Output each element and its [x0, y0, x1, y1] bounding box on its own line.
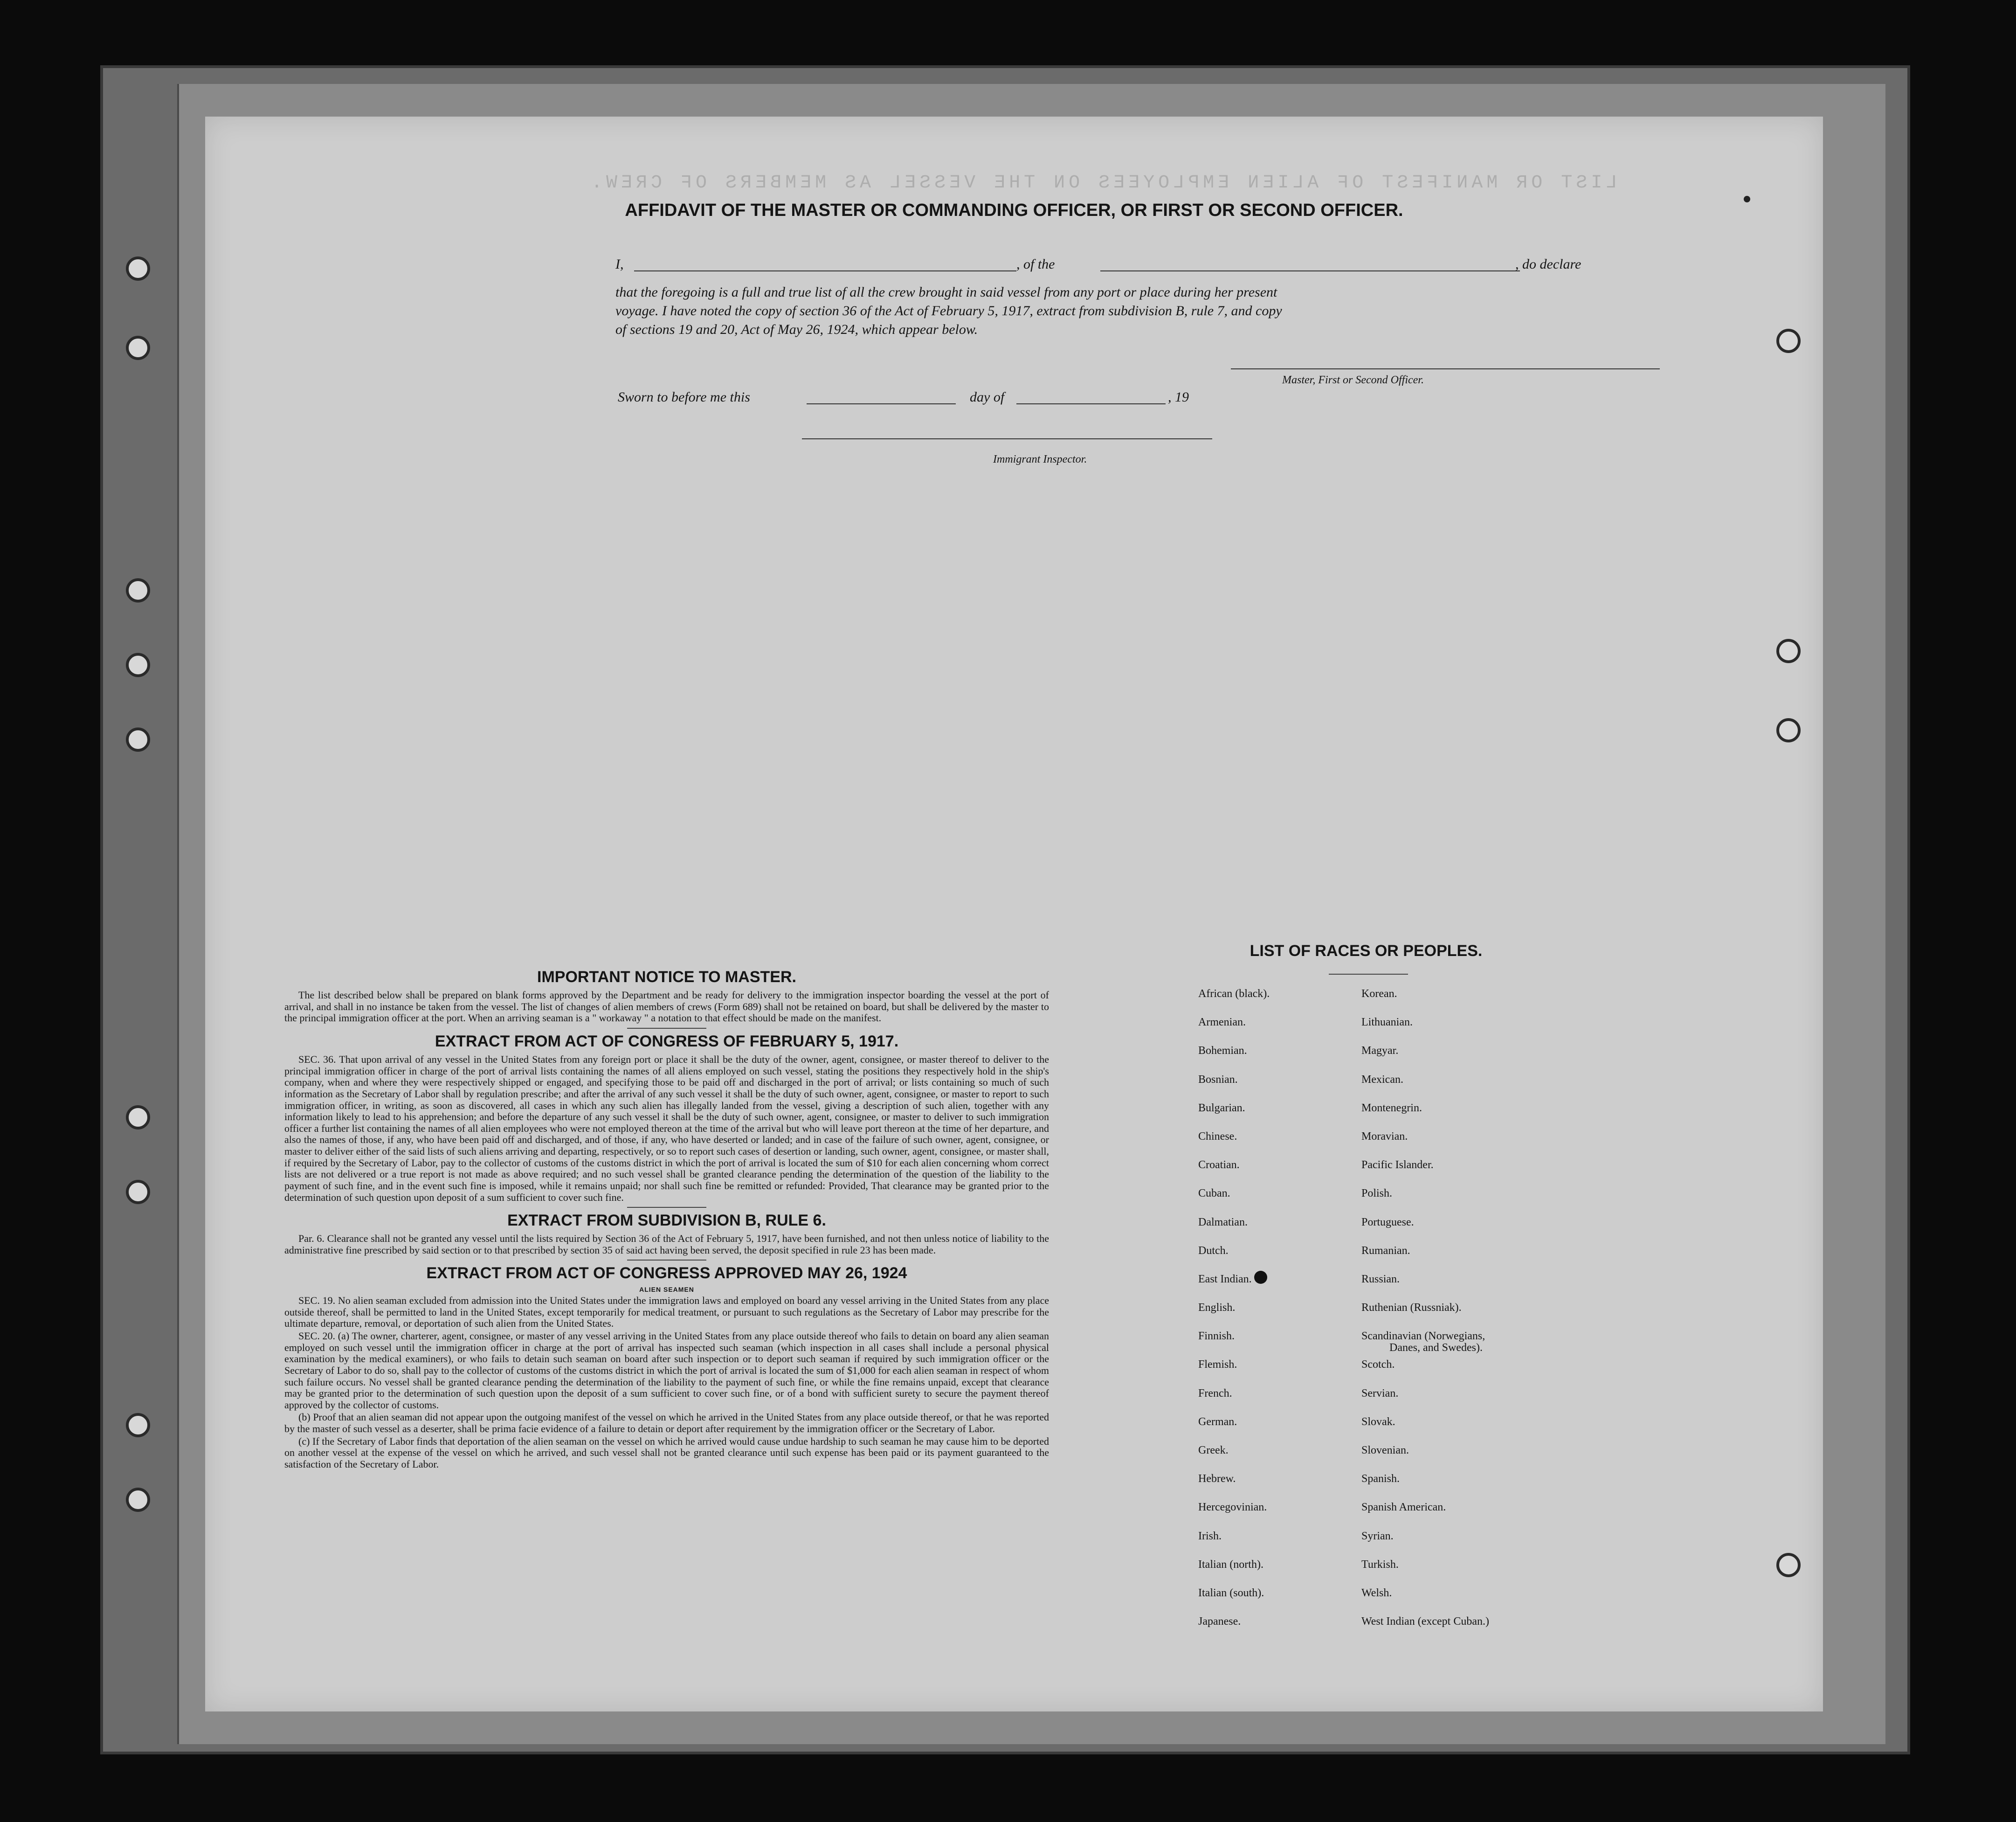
race-item: Hercegovinian. [1198, 1501, 1267, 1514]
bleedthrough-header: LIST OR MANIFEST OF ALIEN EMPLOYEES ON THE VESSEL AS MEMBERS OF CREW. [587, 173, 1617, 194]
extract-1924-subtitle: ALIEN SEAMEN [639, 1285, 694, 1293]
races-title: LIST OF RACES OR PEOPLES. [1250, 942, 1483, 960]
binder-hole-icon [126, 336, 150, 360]
inspector-signature-line[interactable] [802, 438, 1212, 439]
binder-hole-icon [126, 1488, 150, 1512]
race-item: Armenian. [1198, 1016, 1246, 1029]
race-item: Greek. [1198, 1444, 1229, 1456]
extract-1917-text: SEC. 36. That upon arrival of any vessel in the United States from any foreign port or place it shall be the duty of the owner, agent, consignee, or master thereof to deliver to the principal immigration officer in charge of the port of arrival lists containing the names of all aliens employed on such vessel, stating the positions they respectively hold in the ship's company, when and where they were respectively shipped or engaged, and specifying those to be paid off and discharged in the port of arrival; or lists containing so much of such information as the Secretary of Labor shall by regulation prescribe; and after the arrival of any such vessel it shall be the duty of such owner, agent, consignee, or master to report to such immigration officer, in writing, as soon as discovered, all cases in which any such alien has illegally landed from the vessel, giving a description of such alien, together with any information likely to lead to his apprehension; and before the departure of any such vessel it shall be the duty of such owner, agent, consignee, or master to deliver to such immigration officer a further list containing the names of all alien employees who were not employed thereon at the time of the arrival but who will leave port thereon at the time of her departure, and also the names of those, if any, who have been paid off and discharged, and of those, if any, who have deserted or landed; and in case of the failure of such owner, agent, consignee, or master to deliver either of the said lists of such aliens arriving and departing, respectively, or so to report such cases of desertion or landing, such owner, agent, consignee, or master shall, if required by the Secretary of Labor, pay to the collector of customs of the customs district in which the port of arrival is located the sum of $10 for each alien concerning whom correct lists are not delivered or a true report is not made as above required; and no such vessel shall be granted clearance pending the determination of the question of the liability to the payment of such fine, and in the event such fine is imposed, while it remains unpaid; nor shall such fine be remitted or refunded: Provided, That clearance may be granted prior to the determination of such question upon deposit of a sum sufficient to cover such fine. [284, 1053, 1049, 1203]
race-item: Bosnian. [1198, 1073, 1238, 1086]
race-item: Welsh. [1361, 1586, 1392, 1599]
binder-hole-icon [126, 1413, 150, 1437]
race-item: Croatian. [1198, 1159, 1240, 1171]
extract-1924-title: EXTRACT FROM ACT OF CONGRESS APPROVED MAY 26, 1924 [426, 1264, 907, 1282]
race-item: Japanese. [1198, 1615, 1241, 1628]
race-item: Slovak. [1361, 1415, 1395, 1428]
binder-hole-icon [126, 256, 150, 281]
race-item: English. [1198, 1302, 1236, 1314]
race-item: Hebrew. [1198, 1473, 1236, 1485]
sworn-month-line[interactable] [1016, 403, 1166, 404]
binder-hole-icon [1776, 639, 1801, 663]
race-item: Ruthenian (Russniak). [1361, 1302, 1462, 1314]
race-item: Dutch. [1198, 1244, 1229, 1257]
legal-notices [284, 965, 1049, 1471]
affidavit-do-declare: , do declare [1515, 256, 1581, 272]
race-item: Irish. [1198, 1530, 1222, 1542]
affidavit-line-4: of sections 19 and 20, Act of May 26, 1924, which appear below. [615, 322, 978, 337]
race-item: Chinese. [1198, 1130, 1237, 1143]
ink-spot [1744, 196, 1750, 202]
races-right-column [1361, 988, 1489, 1644]
race-item-scandinavian-cont: Danes, and Swedes). [1389, 1342, 1483, 1354]
vessel-name-line[interactable] [1100, 270, 1520, 271]
race-item: Mexican. [1361, 1073, 1403, 1086]
race-item: French. [1198, 1387, 1232, 1399]
binder-hole-icon [126, 653, 150, 677]
affidavit-line-2: that the foregoing is a full and true list of all the crew brought in said vessel from any port or place during her present [615, 284, 1277, 300]
binder-hole-icon [126, 1105, 150, 1129]
extract-1924-sec20b: (b) Proof that an alien seaman did not appear upon the outgoing manifest of the vessel on which he arrived in the United States from any place outside thereof, or that he was reported by the master of such vessel as a deserter, shall be prima facie evidence of a failure to detain or deport after requirement by the immigration officer or the Secretary of Labor. [284, 1411, 1049, 1435]
race-item: German. [1198, 1415, 1237, 1428]
affidavit-title: AFFIDAVIT OF THE MASTER OR COMMANDING OFFICER, OR FIRST OR SECOND OFFICER. [625, 201, 1403, 220]
race-item: Syrian. [1361, 1530, 1394, 1542]
race-item: Moravian. [1361, 1130, 1408, 1143]
notice-title: IMPORTANT NOTICE TO MASTER. [537, 968, 796, 986]
race-item: West Indian (except Cuban.) [1361, 1615, 1489, 1628]
race-item: Lithuanian. [1361, 1016, 1413, 1029]
divider [627, 1028, 706, 1029]
race-item: Servian. [1361, 1387, 1399, 1399]
race-item [1361, 1330, 1489, 1358]
extract-rule6-text: Par. 6. Clearance shall not be granted any vessel until the lists required by Section 36 of the Act of February 5, 1917, have been furnished, and not then unless notice of liability to the administrative fine prescribed by said section or to that prescribed by section 35 of said act having been served, the deposit specified in rule 23 has been made. [284, 1233, 1049, 1256]
sworn-day-line[interactable] [807, 403, 956, 404]
race-item: Scotch. [1361, 1358, 1395, 1371]
race-item: Slovenian. [1361, 1444, 1409, 1456]
binder-hole-icon [1776, 1553, 1801, 1577]
race-item: Italian (south). [1198, 1586, 1264, 1599]
sworn-text: Sworn to before me this [618, 389, 750, 405]
binder-hole-icon [126, 1180, 150, 1204]
race-item: Dalmatian. [1198, 1216, 1248, 1228]
race-item: Pacific Islander. [1361, 1159, 1434, 1171]
document-sheet [205, 117, 1823, 1711]
race-item: Russian. [1361, 1273, 1400, 1285]
race-item: Magyar. [1361, 1045, 1399, 1057]
master-signature-label: Master, First or Second Officer. [1282, 374, 1424, 386]
divider [627, 1260, 706, 1261]
extract-1924-sec20c: (c) If the Secretary of Labor finds that deportation of the alien seaman on the vessel on which he arrived would cause undue hardship to such seaman he may cause him to be deported on another vessel at the expense of the vessel on which he arrived, and such vessel shall not be granted clearance until such expense has been paid or its payment guaranteed to the satisfaction of the Secretary of Labor. [284, 1435, 1049, 1470]
notice-text: The list described below shall be prepared on blank forms approved by the Department and be ready for delivery to the immigration inspector boarding the vessel at the port of arrival, and shall in no instance be taken from the vessel. The list of changes of alien members of crews (Form 689) shall not be retained on board, but shall be delivered by the master to the principal immigration officer at the port. When an arriving seaman is a " workaway " a notation to that effect should be made on the manifest. [284, 989, 1049, 1024]
race-item: Spanish. [1361, 1473, 1400, 1485]
affidavit-of-the: , of the [1016, 256, 1055, 272]
race-item: Rumanian. [1361, 1244, 1410, 1257]
race-item: Bohemian. [1198, 1045, 1247, 1057]
binder-hole-icon [1776, 329, 1801, 353]
divider [627, 1207, 706, 1208]
affidavit-line-3: voyage. I have noted the copy of section 36 of the Act of February 5, 1917, extract from subdivision B, rule 7, and copy [615, 303, 1282, 319]
master-signature-line[interactable] [1231, 368, 1660, 369]
race-item: Finnish. [1198, 1330, 1235, 1343]
extract-1917-title: EXTRACT FROM ACT OF CONGRESS OF FEBRUARY 5, 1917. [435, 1032, 899, 1050]
affidavit-i: I, [615, 256, 624, 272]
race-item: Flemish. [1198, 1358, 1237, 1371]
extract-1924-sec20a: SEC. 20. (a) The owner, charterer, agent, consignee, or master of any vessel arriving in the United States from any place outside thereof who fails to detain on board any alien seaman employed on such vessel until the immigration officer in charge at the port of arrival has inspected such seaman (which inspection in all cases shall include a personal physical examination by the medical examiners), or who fails to detain such seaman on board after such inspection or to deport such seaman if required by such immigration officer or the Secretary of Labor to do so, shall pay to the collector of customs of the customs district in which the port of arrival is located the sum of $1,000 for each alien seaman in respect of whom such failure occurs. No vessel shall be granted clearance pending the determination of the liability to the payment of such fine, or while the fine remains unpaid, except that clearance may be granted prior to the determination of such question upon the deposit of a sum sufficient to cover such fine, or of a bond with sufficient surety to secure the payment thereof approved by the collector of customs. [284, 1330, 1049, 1411]
officer-name-line[interactable] [634, 270, 1016, 271]
race-item: Montenegrin. [1361, 1102, 1422, 1114]
sworn-day-of: day of [970, 389, 1005, 405]
race-item: East Indian. [1198, 1273, 1252, 1285]
race-item-scandinavian: Scandinavian (Norwegians, [1361, 1330, 1485, 1343]
binder-hole-icon [126, 578, 150, 603]
inspector-signature-label: Immigrant Inspector. [993, 453, 1087, 465]
race-item: Turkish. [1361, 1558, 1399, 1571]
race-item: Korean. [1361, 988, 1397, 1000]
race-item: Italian (north). [1198, 1558, 1263, 1571]
race-item: African (black). [1198, 988, 1270, 1000]
races-left-column [1198, 988, 1270, 1644]
race-item: Polish. [1361, 1187, 1393, 1200]
extract-rule6-title: EXTRACT FROM SUBDIVISION B, RULE 6. [507, 1212, 826, 1230]
extract-1924-sec19: SEC. 19. No alien seaman excluded from admission into the United States under the immigration laws and employed on board any vessel arriving in the United States from any place outside thereof, shall be permitted to land in the United States, except temporarily for medical treatment, or pursuant to such regulations as the Secretary of Labor may prescribe for the ultimate departure, removal, or deportation of such alien from the United States. [284, 1295, 1049, 1330]
binder-hole-icon [1776, 718, 1801, 742]
race-item: Spanish American. [1361, 1501, 1446, 1514]
race-item: Portuguese. [1361, 1216, 1414, 1228]
binder-hole-icon [126, 727, 150, 752]
race-item: Bulgarian. [1198, 1102, 1245, 1114]
divider [1329, 974, 1408, 975]
race-item: Cuban. [1198, 1187, 1230, 1200]
sworn-year: , 19 [1168, 389, 1189, 405]
